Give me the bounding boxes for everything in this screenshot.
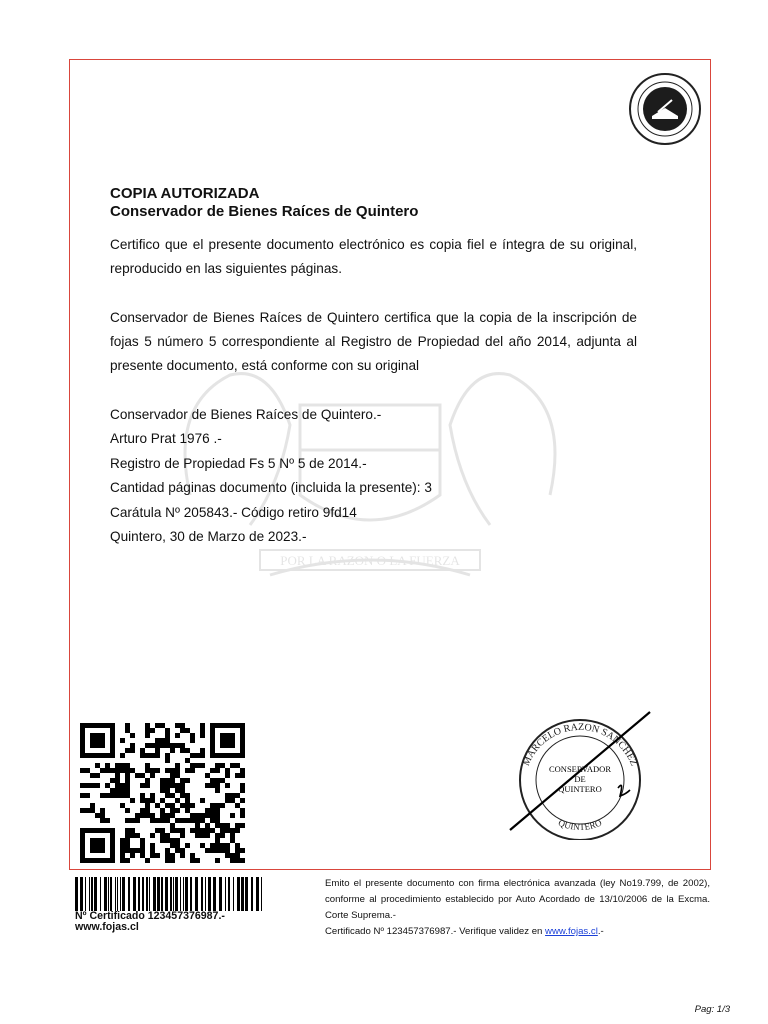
barcode — [75, 877, 267, 911]
stamp-ring-bottom: QUINTERO — [556, 817, 604, 833]
paragraph-conformidad: Conservador de Bienes Raíces de Quintero certifica que la copia de la inscripción de fojas 5 número 5 correspondiente al Registro de Propiedad del año 2014, adjunta al presente documento, está conforme con su original — [110, 310, 637, 373]
barcode-bar — [100, 877, 101, 911]
stamp-center-3: QUINTERO — [558, 784, 602, 794]
barcode-bar — [75, 877, 78, 911]
stamp-center-2: DE — [574, 774, 586, 784]
svg-text:QUINTERO — [557, 817, 604, 832]
barcode-bar — [228, 877, 230, 911]
conservador-stamp — [500, 700, 660, 840]
barcode-bar — [195, 877, 198, 911]
barcode-bar — [85, 877, 86, 911]
barcode-bar — [251, 877, 253, 911]
qr-finder — [90, 838, 105, 853]
certificate-block — [75, 911, 225, 933]
detail-line: Conservador de Bienes Raíces de Quintero.- — [110, 407, 382, 422]
barcode-bar — [161, 877, 163, 911]
heading-title: COPIA AUTORIZADA — [110, 185, 260, 202]
qr-finder — [90, 733, 105, 748]
barcode-bar — [245, 877, 248, 911]
barcode-bar — [201, 877, 203, 911]
details-list — [110, 403, 432, 549]
detail-line: Carátula Nº 205843.- Código retiro 9fd14 — [110, 504, 357, 520]
barcode-bar — [110, 877, 112, 911]
qr-finder — [220, 733, 235, 748]
barcode-bar — [94, 877, 97, 911]
detail-line: Registro de Propiedad Fs 5 Nº 5 de 2014.- — [110, 455, 367, 471]
barcode-bar — [190, 877, 192, 911]
paragraph-certifico: Certifico que el presente documento electrónico es copia fiel e íntegra de su original, reproducido en las siguientes páginas. — [110, 237, 637, 276]
detail-line: Cantidad páginas documento (incluida la presente): 3 — [110, 480, 432, 496]
legal-footer — [325, 876, 710, 940]
barcode-bar — [142, 877, 144, 911]
barcode-bar — [225, 877, 226, 911]
heading — [110, 185, 418, 221]
seal-logo — [628, 72, 702, 146]
barcode-bar — [122, 877, 125, 911]
barcode-bar — [165, 877, 168, 911]
barcode-bar — [205, 877, 206, 911]
barcode-bar — [117, 877, 118, 911]
barcode-bar — [170, 877, 172, 911]
certificate-site: www.fojas.cl — [75, 921, 139, 933]
barcode-bar — [233, 877, 234, 911]
barcode-bar — [149, 877, 150, 911]
barcode-bar — [157, 877, 160, 911]
barcode-bar — [185, 877, 188, 911]
barcode-bar — [133, 877, 136, 911]
barcode-bar — [175, 877, 178, 911]
barcode-bar — [219, 877, 222, 911]
barcode-bar — [241, 877, 244, 911]
qr-code — [80, 723, 245, 863]
barcode-bar — [256, 877, 259, 911]
page-number: Pag: 1/3 — [694, 1004, 730, 1015]
verify-prefix: Certificado Nº 123457376987.- Verifique validez en — [325, 926, 546, 937]
verify-suffix: .- — [597, 926, 604, 937]
certificate-number: Nº Certificado 123457376987.- — [75, 910, 225, 922]
barcode-bar — [180, 877, 181, 911]
barcode-bar — [138, 877, 140, 911]
barcode-bar — [128, 877, 130, 911]
barcode-bar — [153, 877, 156, 911]
barcode-bar — [115, 877, 116, 911]
legal-text: Emito el presente documento con firma electrónica avanzada (ley No19.799, de 2002), conforme al procedimiento establecido por Auto Acordado de 13/10/2006 de la Excma. Corte Suprema.- — [325, 878, 710, 921]
barcode-bar — [173, 877, 174, 911]
barcode-bar — [120, 877, 121, 911]
barcode-bar — [104, 877, 107, 911]
barcode-bar — [237, 877, 240, 911]
verify-link[interactable]: www.fojas.cl — [545, 926, 598, 937]
stamp-ring-text: MARCELO RAZON SANCHEZ — [520, 721, 640, 768]
barcode-bar — [80, 877, 83, 911]
svg-text:MARCELO RAZON SANCHEZ — [521, 722, 639, 768]
barcode-bar — [146, 877, 148, 911]
stamp-center-1: CONSERVADOR — [549, 764, 611, 774]
barcode-bar — [183, 877, 184, 911]
detail-line: Quintero, 30 de Marzo de 2023.- — [110, 529, 307, 545]
barcode-bar — [91, 877, 93, 911]
watermark-motto: POR LA RAZON O LA FUERZA — [280, 553, 460, 568]
heading-subtitle: Conservador de Bienes Raíces de Quintero — [110, 203, 419, 220]
barcode-bar — [108, 877, 109, 911]
barcode-bar — [213, 877, 216, 911]
barcode-bar — [208, 877, 211, 911]
barcode-bar — [89, 877, 90, 911]
detail-line: Arturo Prat 1976 .- — [110, 431, 222, 447]
barcode-bar — [261, 877, 262, 911]
